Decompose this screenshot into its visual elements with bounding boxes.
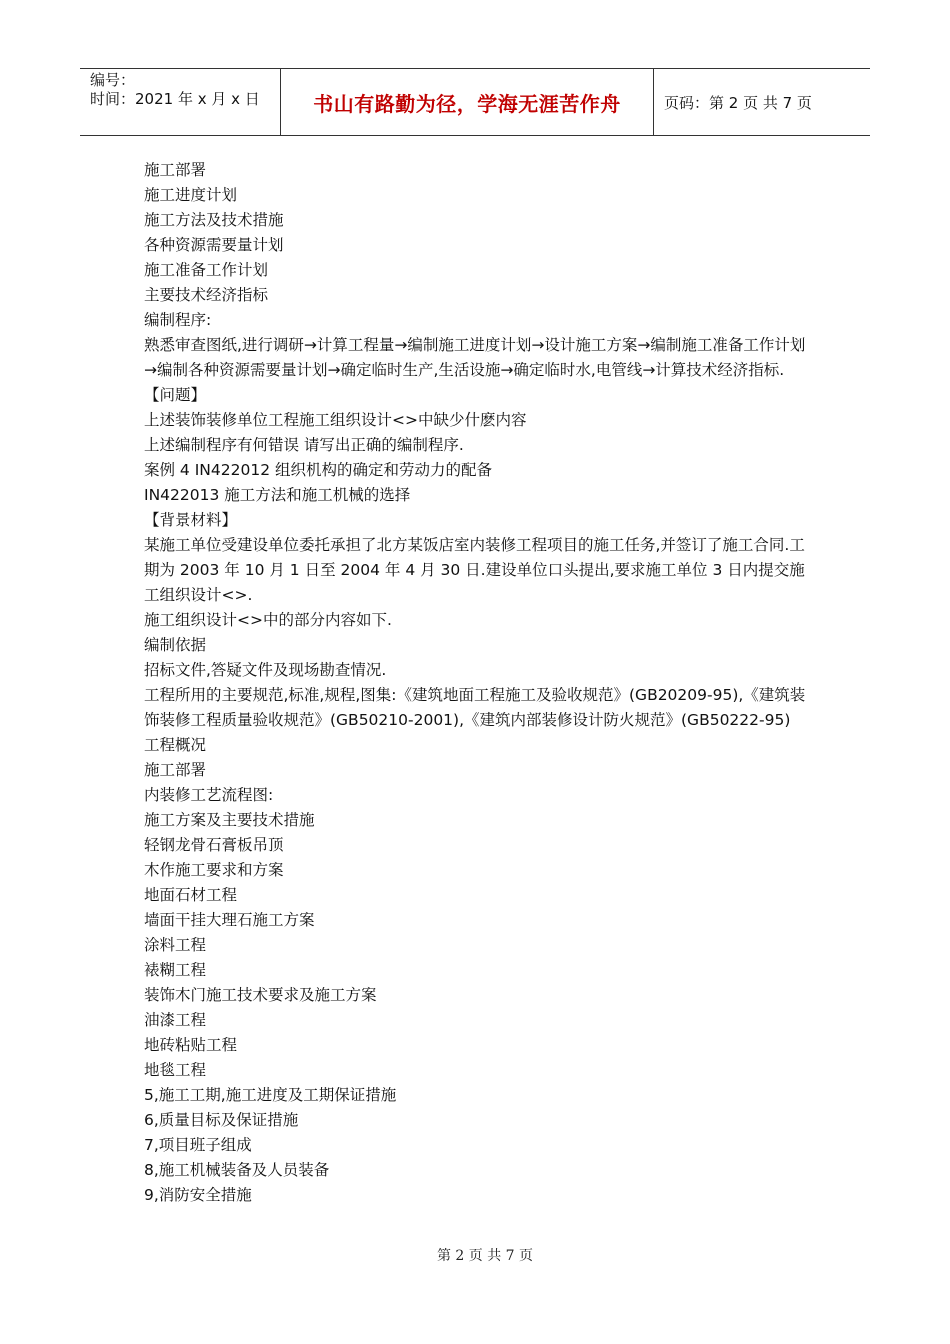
body-line: 案例 4 IN422012 组织机构的确定和劳动力的配备 <box>144 461 492 479</box>
body-line: 施工准备工作计划 <box>144 261 269 279</box>
document-body <box>144 158 814 1208</box>
body-line: 各种资源需要量计划 <box>144 236 284 254</box>
body-line: 编制程序: <box>144 311 212 329</box>
body-line: 5,施工工期,施工进度及工期保证措施 <box>144 1086 397 1104</box>
body-line: 招标文件,答疑文件及现场勘查情况. <box>144 661 387 679</box>
body-line: 工程所用的主要规范,标准,规程,图集:《建筑地面工程施工及验收规范》(GB20209-95),《建筑装饰装修工程质量验收规范》(GB50210-2001),《建筑内部装修设计防火规范》(GB50222-95) <box>144 686 806 729</box>
body-line: 8,施工机械装备及人员装备 <box>144 1161 330 1179</box>
page-footer: 第 2 页 共 7 页 <box>436 1248 534 1264</box>
body-line: 涂料工程 <box>144 936 207 954</box>
body-line: 装饰木门施工技术要求及施工方案 <box>144 986 377 1004</box>
body-line: 施工部署 <box>144 161 207 179</box>
body-line: 油漆工程 <box>144 1011 207 1029</box>
body-line: 地砖粘贴工程 <box>144 1036 238 1054</box>
body-line: 【问题】 <box>144 386 207 404</box>
body-line: 7,项目班子组成 <box>144 1136 252 1154</box>
body-line: 9,消防安全措施 <box>144 1186 252 1204</box>
body-line: 内装修工艺流程图: <box>144 786 274 804</box>
body-line: 主要技术经济指标 <box>144 286 269 304</box>
body-line: 【背景材料】 <box>144 511 238 529</box>
body-line: 上述编制程序有何错误 请写出正确的编制程序. <box>144 436 464 454</box>
page-header <box>80 68 870 136</box>
body-line: 工程概况 <box>144 736 207 754</box>
body-line: 木作施工要求和方案 <box>144 861 284 879</box>
body-line: 裱糊工程 <box>144 961 207 979</box>
document-number: 编号： <box>90 71 136 89</box>
body-line: 施工进度计划 <box>144 186 238 204</box>
header-motto: 书山有路勤为径，学海无涯苦作舟 <box>281 69 654 135</box>
body-line: 施工方案及主要技术措施 <box>144 811 315 829</box>
header-page-number: 页码：第 2 页 共 7 页 <box>664 93 812 112</box>
body-line: 轻钢龙骨石膏板吊顶 <box>144 836 284 854</box>
body-line: 墙面干挂大理石施工方案 <box>144 911 315 929</box>
body-line: 某施工单位受建设单位委托承担了北方某饭店室内装修工程项目的施工任务,并签订了施工合同.工期为 2003 年 10 月 1 日至 2004 年 4 月 30 日.建设单位口头提出,要求施工单位 3 日内提交施工组织设计<>. <box>144 536 805 604</box>
body-line: 熟悉审查图纸,进行调研→计算工程量→编制施工进度计划→设计施工方案→编制施工准备工作计划→编制各种资源需要量计划→确定临时生产,生活设施→确定临时水,电管线→计算技术经济指标. <box>144 336 806 379</box>
body-line: 地毯工程 <box>144 1061 207 1079</box>
document-date: 时间：2021 年 x 月 x 日 <box>90 90 260 108</box>
header-meta <box>80 69 281 135</box>
body-line: IN422013 施工方法和施工机械的选择 <box>144 486 411 504</box>
body-line: 地面石材工程 <box>144 886 238 904</box>
body-line: 上述装饰装修单位工程施工组织设计<>中缺少什麽内容 <box>144 411 527 429</box>
body-line: 6,质量目标及保证措施 <box>144 1111 299 1129</box>
body-line: 编制依据 <box>144 636 207 654</box>
body-line: 施工组织设计<>中的部分内容如下. <box>144 611 392 629</box>
body-line: 施工部署 <box>144 761 207 779</box>
body-line: 施工方法及技术措施 <box>144 211 284 229</box>
